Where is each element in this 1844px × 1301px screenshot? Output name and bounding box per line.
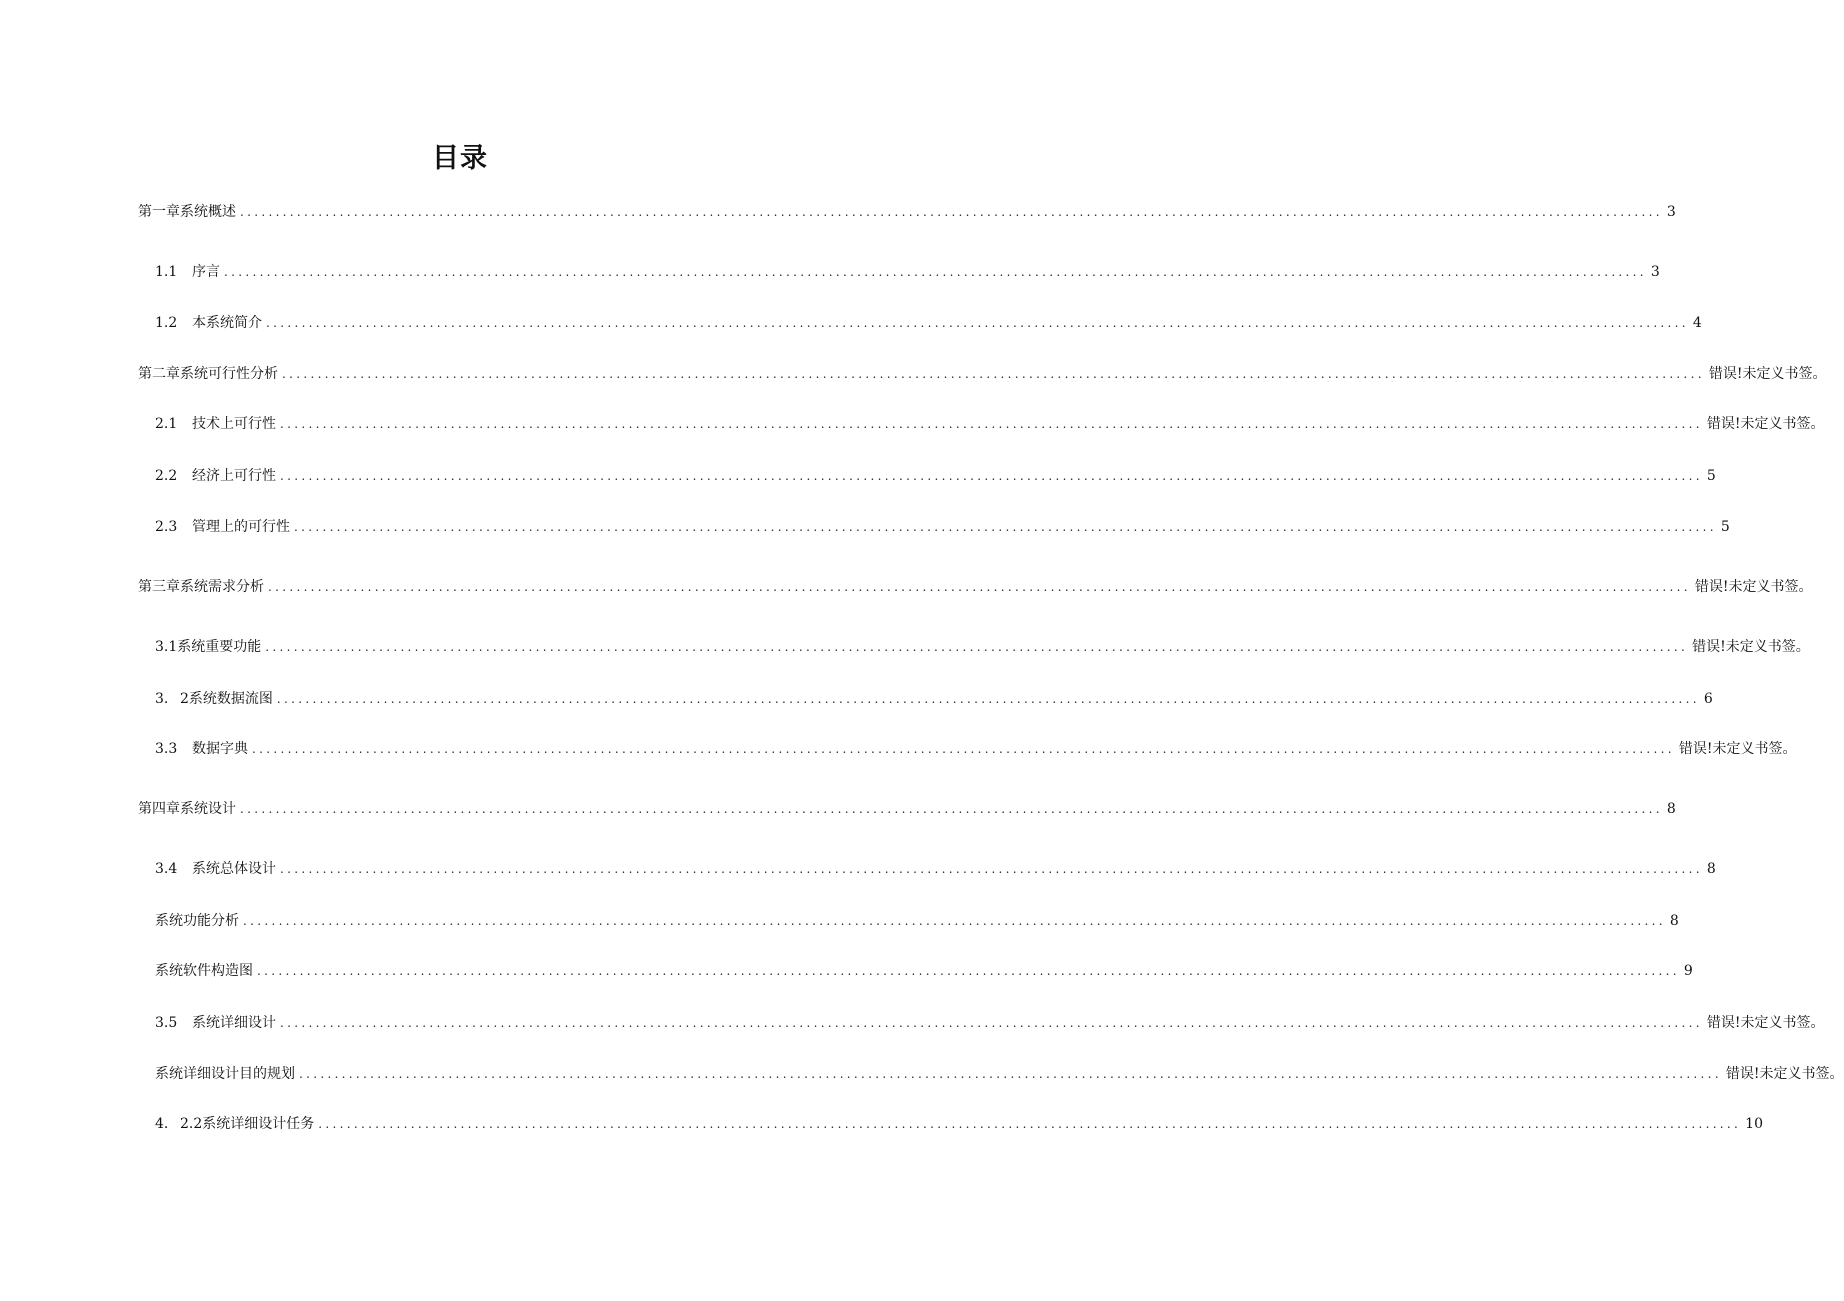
toc-entry-label: 第四章系统设计 [138, 801, 236, 817]
toc-entry-label: 2系统数据流图 [180, 691, 273, 707]
toc-title: 目录 [432, 143, 488, 174]
toc-entry[interactable] [155, 414, 1825, 434]
toc-entry-label: 系统总体设计 [192, 861, 276, 877]
toc-entry-number: 2.1 [155, 416, 178, 432]
toc-entry[interactable] [138, 364, 1827, 384]
toc-entry-page: 3 [1666, 204, 1676, 220]
toc-entry-number: 1.2 [155, 315, 178, 331]
toc-entry-label: 数据字典 [192, 741, 248, 757]
toc-entry-number: 3.4 [155, 861, 178, 877]
toc-entry-label: 第二章系统可行性分析 [138, 366, 278, 382]
toc-entry-label: 3.1系统重要功能 [155, 639, 262, 655]
toc-entry-page: 错误!未定义书签。 [1692, 639, 1810, 655]
toc-entry[interactable] [155, 466, 1716, 486]
toc-entry-page: 5 [1706, 468, 1716, 484]
toc-entry[interactable] [155, 961, 1693, 981]
toc-entry-page: 6 [1703, 691, 1713, 707]
toc-entry[interactable] [155, 739, 1797, 759]
toc-dot-leader: ........................................................................................................................................................................................................ [240, 205, 1663, 219]
toc-entry-page: 错误!未定义书签。 [1694, 579, 1813, 595]
toc-entry[interactable] [155, 689, 1713, 709]
toc-entry-page: 8 [1706, 861, 1716, 877]
toc-entry[interactable] [155, 262, 1660, 282]
toc-dot-leader: ........................................................................................................................................................................................................ [224, 265, 1647, 279]
toc-entry-page: 4 [1692, 315, 1702, 331]
toc-entry-page: 错误!未定义书签。 [1706, 416, 1825, 432]
toc-entry-label: 系统功能分析 [155, 913, 239, 929]
toc-entry[interactable] [138, 799, 1676, 819]
toc-entry-label: 第一章系统概述 [138, 204, 236, 220]
toc-dot-leader: ........................................................................................................................................................................................................ [266, 316, 1689, 330]
toc-entry-label: 序言 [192, 264, 220, 280]
toc-entry[interactable] [155, 313, 1702, 333]
toc-dot-leader: ........................................................................................................................................................................................................ [280, 862, 1703, 876]
toc-entry-page: 错误!未定义书签。 [1725, 1066, 1844, 1082]
toc-dot-leader: ........................................................................................................................................................................................................ [276, 692, 1700, 706]
toc-entry[interactable] [155, 911, 1679, 931]
toc-dot-leader: ........................................................................................................................................................................................................ [240, 802, 1663, 816]
toc-entry[interactable] [138, 577, 1813, 597]
toc-entry-label: 管理上的可行性 [192, 519, 290, 535]
toc-dot-leader: ........................................................................................................................................................................................................ [243, 914, 1666, 928]
toc-entry-label: 经济上可行性 [192, 468, 276, 484]
toc-entry-page: 8 [1666, 801, 1676, 817]
toc-entry-page: 9 [1683, 963, 1693, 979]
toc-dot-leader: ........................................................................................................................................................................................................ [318, 1117, 1742, 1131]
toc-dot-leader: ........................................................................................................................................................................................................ [282, 367, 1705, 381]
toc-entry-number: 2.3 [155, 519, 178, 535]
toc-entry-label: 2.2系统详细设计任务 [180, 1116, 315, 1132]
toc-entry[interactable] [155, 1114, 1763, 1134]
toc-entry-page: 错误!未定义书签。 [1706, 1015, 1825, 1031]
toc-dot-leader: ........................................................................................................................................................................................................ [257, 964, 1680, 978]
toc-entry[interactable] [155, 1064, 1844, 1084]
toc-entry-label: 第三章系统需求分析 [138, 579, 264, 595]
toc-entry-label: 技术上可行性 [192, 416, 276, 432]
toc-entry[interactable] [155, 637, 1810, 657]
toc-dot-leader: ........................................................................................................................................................................................................ [265, 640, 1689, 654]
toc-dot-leader: ........................................................................................................................................................................................................ [268, 580, 1691, 594]
toc-entry-label: 本系统简介 [192, 315, 262, 331]
toc-entry[interactable] [138, 202, 1676, 222]
toc-entry-number: 2.2 [155, 468, 178, 484]
toc-entry[interactable] [155, 517, 1730, 537]
toc-entry-number: 3.3 [155, 741, 178, 757]
toc-entry-label: 系统软件构造图 [155, 963, 253, 979]
toc-entry-page: 10 [1745, 1116, 1763, 1132]
toc-entry-label: 系统详细设计 [192, 1015, 276, 1031]
toc-entry-number: 4. [155, 1116, 169, 1132]
toc-dot-leader: ........................................................................................................................................................................................................ [299, 1067, 1722, 1081]
toc-entry-page: 错误!未定义书签。 [1708, 366, 1827, 382]
toc-dot-leader: ........................................................................................................................................................................................................ [280, 469, 1703, 483]
toc-entry-page: 8 [1669, 913, 1679, 929]
toc-entry[interactable] [155, 1013, 1825, 1033]
toc-dot-leader: ........................................................................................................................................................................................................ [294, 520, 1717, 534]
toc-entry-number: 3.5 [155, 1015, 178, 1031]
toc-dot-leader: ........................................................................................................................................................................................................ [280, 1016, 1703, 1030]
toc-entry-label: 系统详细设计目的规划 [155, 1066, 295, 1082]
toc-dot-leader: ........................................................................................................................................................................................................ [252, 742, 1675, 756]
toc-entry-page: 3 [1650, 264, 1660, 280]
toc-entry-page: 错误!未定义书签。 [1678, 741, 1797, 757]
toc-entry-number: 3. [155, 691, 169, 707]
toc-dot-leader: ........................................................................................................................................................................................................ [280, 417, 1703, 431]
toc-entry[interactable] [155, 859, 1716, 879]
toc-entry-number: 1.1 [155, 264, 178, 280]
toc-entry-page: 5 [1720, 519, 1730, 535]
